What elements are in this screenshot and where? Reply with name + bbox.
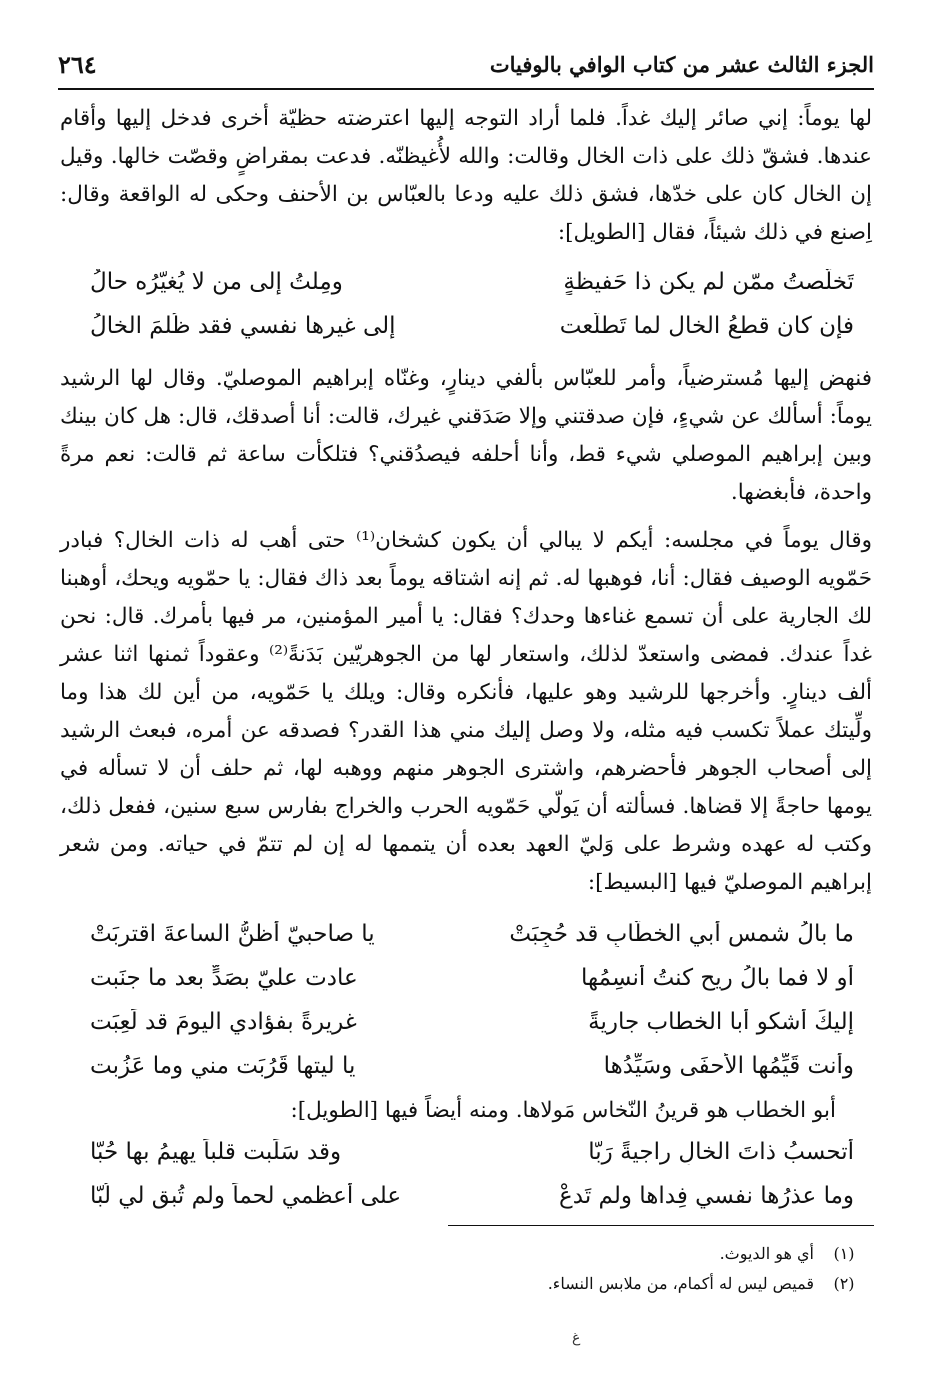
second-hemistich: ومِلتُ إلى من لا يُغيّرُه حالُ <box>90 269 343 295</box>
paragraph-2 <box>60 360 872 512</box>
verse-line <box>90 260 854 304</box>
paragraph-text: لها يوماً: إني صائر إليك غداً. فلما أراد التوجه إليها اعترضته حظيّة أخرى فدخل إليها وأقام عندها. فشقّ ذلك على ذات الخال وقالت: والله لأُغيظنّه. فدعت بمقراضٍ وقصّت خالها. وقيل إن الخال كان على خدّها، فشق ذلك عليه ودعا بالعبّاس بن الأحنف وحكى له الواقعة وقال: اِصنع في ذلك شيئاً، فقال [الطويل]: <box>60 106 872 245</box>
first-hemistich: تَخلّصتُ ممّن لم يكن ذا حَفيظةٍ <box>563 269 854 295</box>
verse-line <box>90 1000 854 1044</box>
footnote-text: أي هو الديوث. <box>719 1243 814 1263</box>
interlude-text: أبو الخطاب هو قرينُ النّخاس مَولاها. ومنه أيضاً فيها [الطويل]: <box>290 1098 836 1123</box>
page-number: ٢٦٤ <box>58 49 97 79</box>
first-hemistich: وأنت قَيِّمُها الأحفَى وسَيِّدُها <box>603 1053 854 1079</box>
verse-line <box>90 912 854 956</box>
footnote <box>60 1238 874 1268</box>
header-rule <box>58 88 874 90</box>
paragraph-text: فنهض إليها مُسترضياً، وأمر للعبّاس بألفي دينارٍ، وغنّاه إبراهيم الموصليّ. وقال لها الرشيد يوماً: أسألك عن شيءٍ، فإن صدقتني وإلا صَدَقني غيرك، قالت: أنا أصدقك، قال: هل كان بينك وبين إبراهيم الموصلي شيء قط، وأنا أحلفه فيصدُقني؟ فتلكأت ساعة ثم قالت: نعم مرةً واحدة، فأبغضها. <box>60 366 872 505</box>
second-hemistich: غريرةً بفؤادي اليومَ قد لَعِبَت <box>90 1009 357 1035</box>
first-hemistich: وما عذرُها نفسي فِداها ولم تَدعْ <box>559 1183 854 1209</box>
second-hemistich: إلى غيرها نفسي فقد ظُلمَ الخالُ <box>90 313 396 339</box>
first-hemistich: أتحسبُ ذاتَ الخالِ راجيةً رَبّا <box>588 1139 854 1165</box>
paragraph-1 <box>60 100 872 252</box>
second-hemistich: يا صاحبيّ أظنُّ الساعةَ اقتربَتْ <box>90 921 375 947</box>
running-header <box>58 44 874 84</box>
second-hemistich: وقد سَلَبت قلباً يهيمُ بها حُبّا <box>90 1139 342 1165</box>
paragraph-3 <box>60 522 872 902</box>
footnote-number: (٢) <box>833 1273 855 1293</box>
interlude-line <box>60 1092 836 1130</box>
first-hemistich: ما بالُ شمسِ أبي الخطّابِ قد حُجِبَتْ <box>509 921 854 947</box>
footnote-rule <box>448 1225 874 1226</box>
second-hemistich: يا ليتها قَرُبَت مني وما عَزُبت <box>90 1053 356 1079</box>
verse-line <box>90 1174 854 1218</box>
second-hemistich: عادت عليّ بصَدٍّ بعد ما جنَبت <box>90 965 358 991</box>
verse-line <box>90 1130 854 1174</box>
running-title: الجزء الثالث عشر من كتاب الوافي بالوفيات <box>489 51 874 77</box>
footnotes <box>60 1238 874 1298</box>
verse-line <box>90 956 854 1000</box>
paragraph-text: وقال يوماً في مجلسه: أيكم لا يبالي أن يكون كشخان⁽¹⁾ حتى أهب له ذات الخال؟ فبادر حَمّويه الوصيف فقال: أنا، فوهبها له. ثم إنه اشتاقه يوماً بعد ذاك فقال: يا حمّويه ويحك، أوهبنا لك الجارية على أن تسمع غناءها وحدك؟ فقال: يا أمير المؤمنين، مر فيها بأمرك. قال: نحن غداً عندك. فمضى واستعدّ لذلك، واستعار لها من الجوهريّين بَدَنةً⁽²⁾ وعقوداً ثمنها اثنا عشر ألف دينارٍ. وأخرجها للرشيد وهو عليها، فأنكره وقال: ويلك يا حَمّويه، من أين لك هذا وما ولِّيتك عملاً تكسب فيه مثله، ولا وصل إليك مني هذا القدر؟ فصدقه عن أمره، فبعث الرشيد إلى أصحاب الجوهر فأحضرهم، واشترى الجوهر منهم ووهبه لها، ثم حلف أن لا تسأله في يومها حاجةً إلا قضاها. فسألته أن يَولّي حَمّويه الحرب والخراج بفارس سبع سنين، ففعل ذلك، وكتب له عهده وشرط على وَليّ العهد بعده أن يتممها له إن لم تتمّ في حياته. ومن شعر إبراهيم الموصليّ فيها [البسيط]: <box>60 528 872 895</box>
poem-3 <box>90 1130 854 1218</box>
footnote-text: قميص ليس له أكمام، من ملابس النساء. <box>547 1273 814 1293</box>
second-hemistich: على أعظمي لحماً ولم تُبقِ لي لُبّا <box>90 1183 402 1209</box>
poem-2 <box>90 912 854 1088</box>
first-hemistich: أو لا فما بالُ ريحٍ كنتُ أنسِمُها <box>581 965 854 991</box>
poem-1 <box>90 260 854 348</box>
verse-line <box>90 1044 854 1088</box>
bottom-mark: ﻍ <box>572 1330 581 1346</box>
first-hemistich: فإن كان قطعُ الخال لما تَطلّعت <box>559 313 854 339</box>
footnote <box>60 1268 874 1298</box>
first-hemistich: إليكَ أشكو أبا الخطاب جاريةً <box>588 1009 854 1035</box>
footnote-number: (١) <box>833 1243 855 1263</box>
verse-line <box>90 304 854 348</box>
